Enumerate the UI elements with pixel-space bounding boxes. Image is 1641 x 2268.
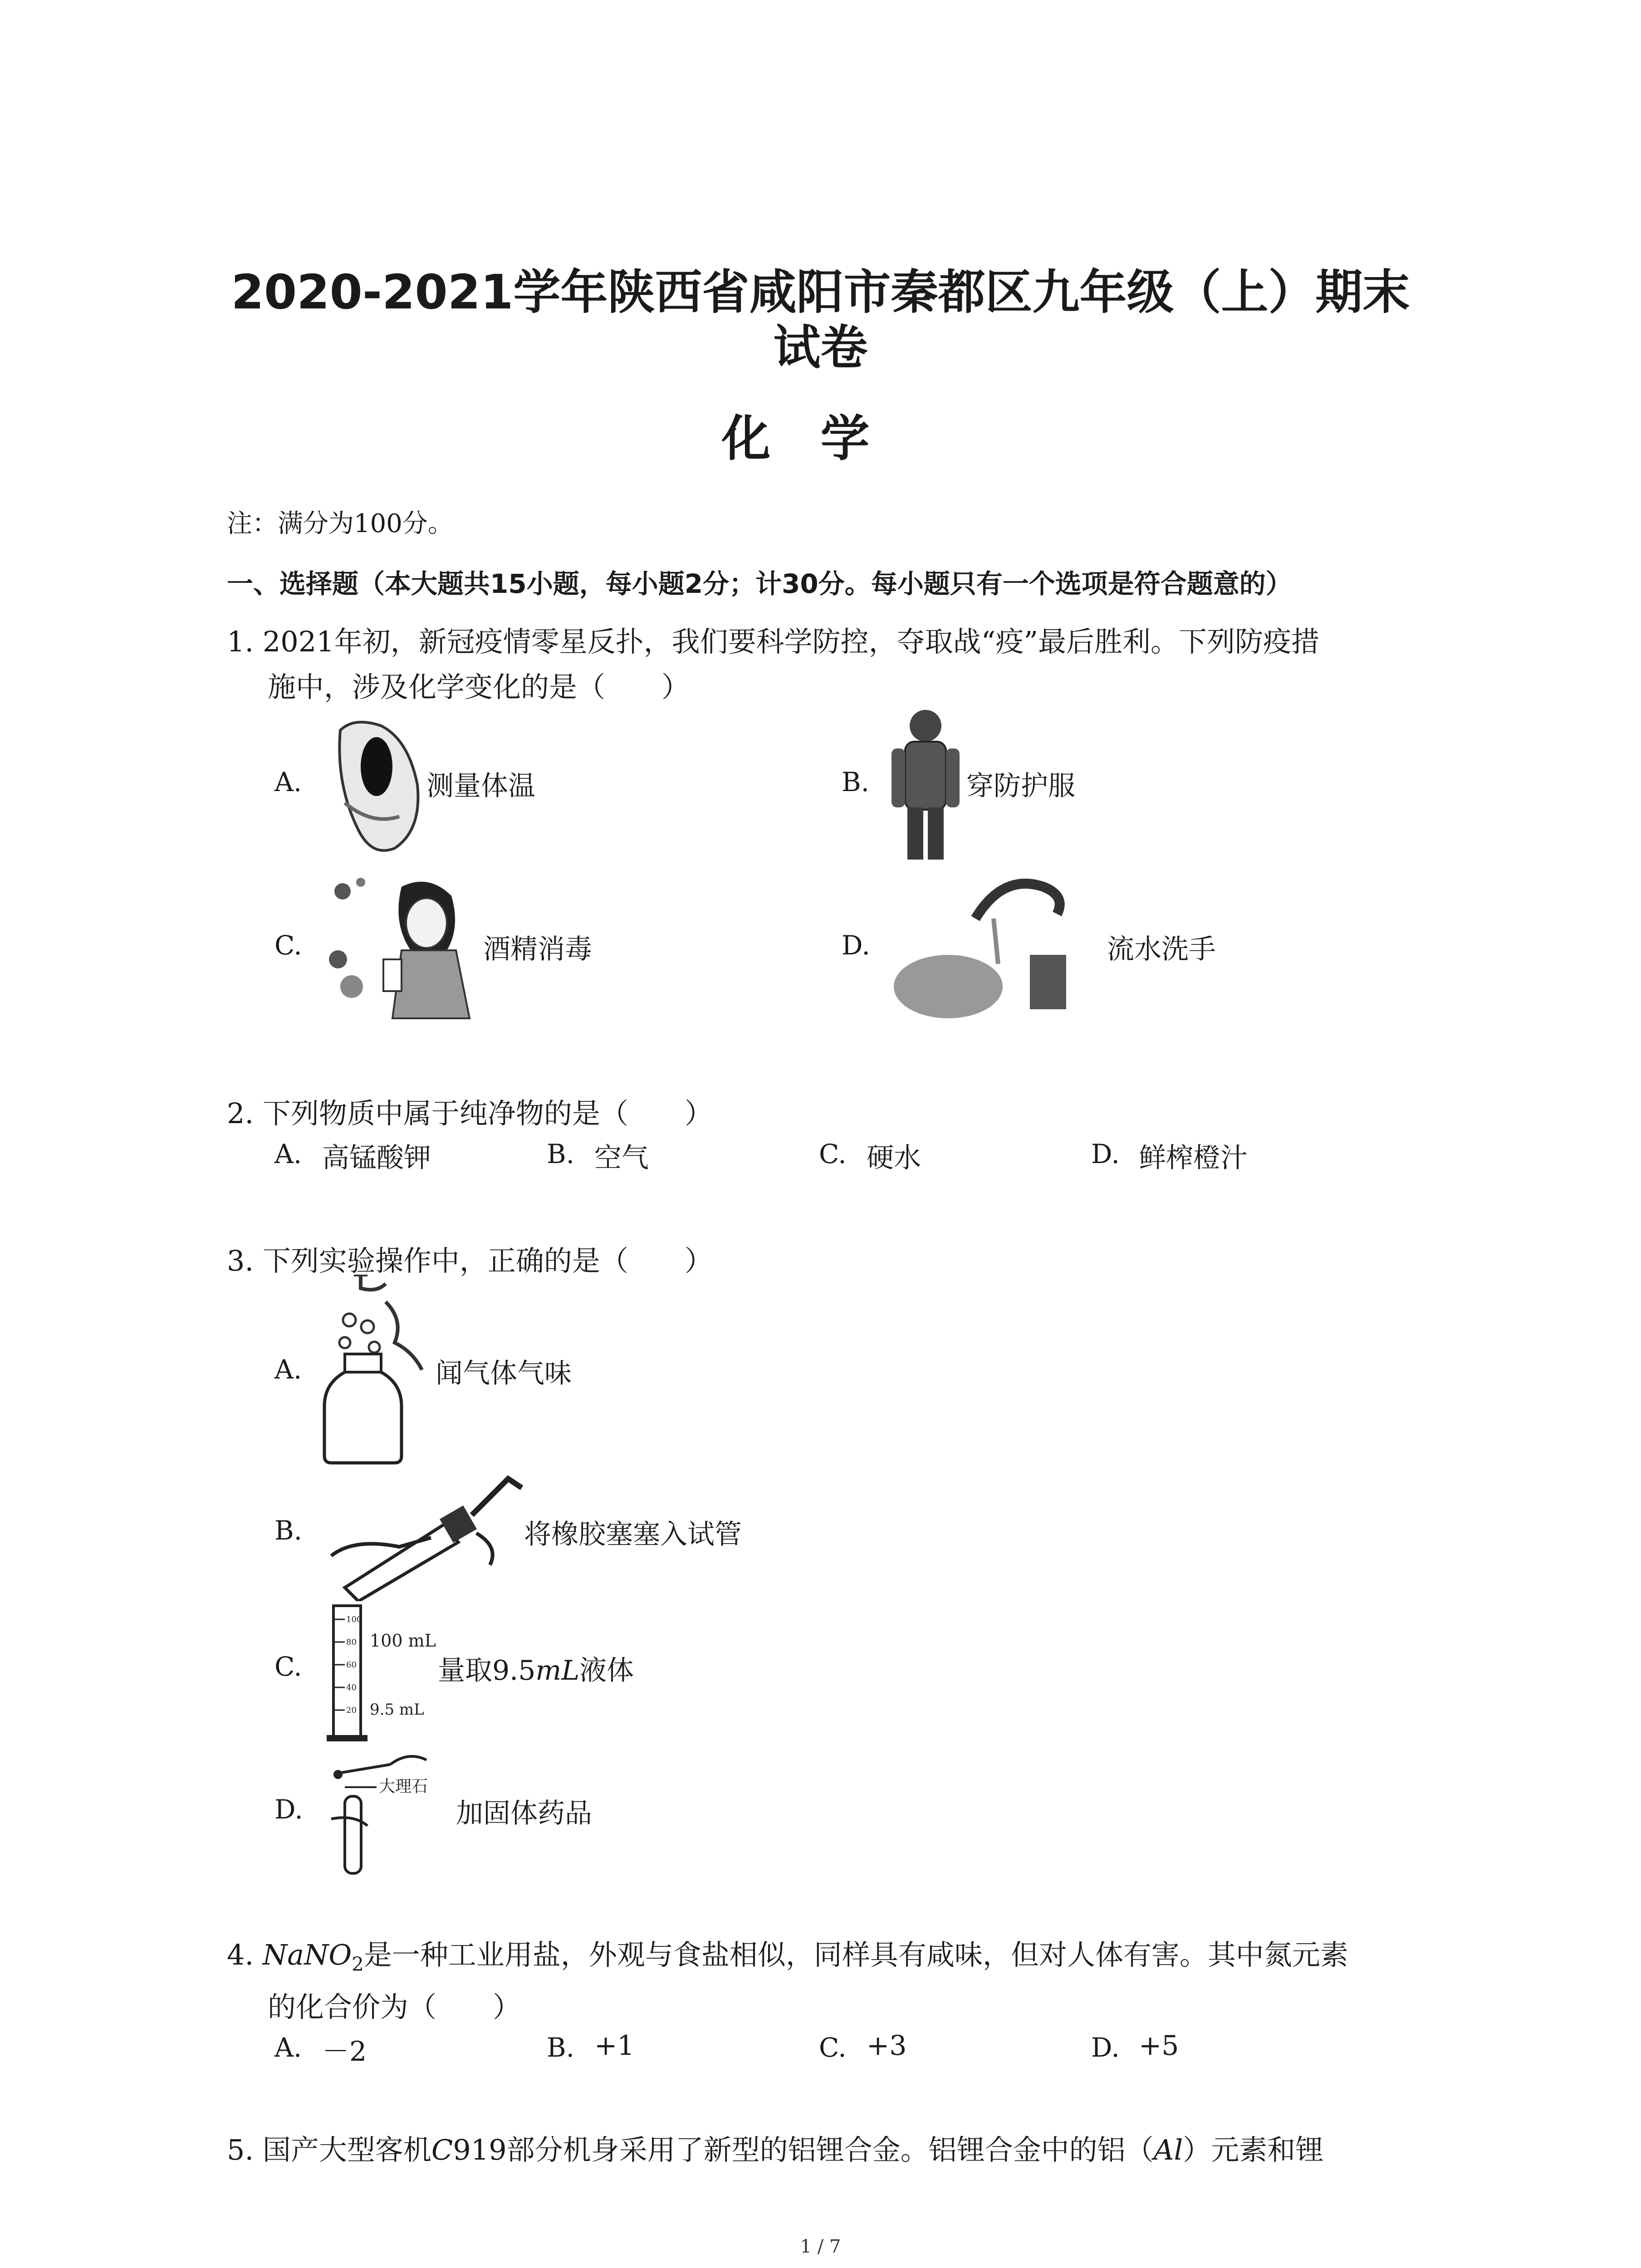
q2-stem: 2. 下列物质中属于纯净物的是（ ） — [227, 1097, 713, 1130]
q3-option-b-label: B. — [274, 1515, 303, 1546]
section-heading: 一、选择题（本大题共15小题，每小题2分；计30分。每小题只有一个选项是符合题意的） — [227, 568, 1292, 599]
q1-option-b-label: B. — [842, 767, 870, 797]
q4-option-c-text: +3 — [867, 2030, 907, 2062]
add-solid-image — [318, 1746, 463, 1878]
alcohol-disinfect-image — [324, 873, 479, 1023]
q1-option-a-text: 测量体温 — [426, 770, 535, 802]
q4-option-d-text: +5 — [1139, 2030, 1179, 2062]
q4-option-b-text: +1 — [594, 2030, 635, 2062]
q4-option-a-label: A. — [274, 2032, 302, 2063]
q1-option-b-text: 穿防护服 — [966, 770, 1075, 802]
cylinder-tick-20: 20 — [346, 1706, 357, 1715]
q2-option-b-label: B. — [547, 1139, 575, 1169]
faucet-image — [894, 864, 1107, 1027]
q5-stem-line1: 5. 国产大型客机C919部分机身采用了新型的铝锂合金。铝锂合金中的铝（Al）元素和锂 — [227, 2133, 1324, 2166]
q1-option-d-label: D. — [842, 930, 870, 961]
q2-option-a-text: 高锰酸钾 — [322, 1142, 431, 1174]
cylinder-capacity-label: 100 mL — [370, 1631, 436, 1651]
q4-option-d-label: D. — [1091, 2032, 1120, 2063]
q2-option-d-label: D. — [1091, 1139, 1120, 1169]
exam-title-line2: 试卷 — [773, 320, 868, 375]
q3-option-c-label: C. — [274, 1651, 302, 1682]
q3-stem: 3. 下列实验操作中，正确的是（ ） — [227, 1244, 713, 1277]
q3-option-a-text: 闻气体气味 — [436, 1358, 572, 1389]
q3-option-a-label: A. — [274, 1354, 302, 1385]
graduated-cylinder-image — [320, 1601, 438, 1746]
q3-option-d-label: D. — [274, 1794, 303, 1825]
marble-label: 大理石 — [379, 1777, 428, 1796]
subject-title: 化学 — [721, 411, 920, 467]
q4-option-c-label: C. — [819, 2032, 847, 2063]
stopper-insert-image — [327, 1470, 526, 1601]
q4-stem-line2: 的化合价为（ ） — [268, 1990, 521, 2024]
cylinder-tick-40: 40 — [346, 1683, 357, 1692]
q3-option-b-text: 将橡胶塞塞入试管 — [524, 1519, 742, 1550]
protective-suit-image — [889, 705, 962, 864]
smell-gas-image — [318, 1275, 436, 1465]
q3-option-d-text: 加固体药品 — [456, 1798, 592, 1829]
q1-option-c-label: C. — [274, 930, 302, 961]
q4-stem-line1: 4. NaNO$_2$是一种工业用盐，外观与食盐相似，同样具有咸味，但对人体有害。其中氮元素 — [227, 1938, 1348, 1975]
cylinder-tick-80: 80 — [346, 1637, 357, 1647]
page-number: 1 / 7 — [800, 2236, 841, 2257]
score-note: 注：满分为100分。 — [227, 509, 453, 538]
q2-option-a-label: A. — [274, 1139, 302, 1169]
q2-option-d-text: 鲜榨橙汁 — [1139, 1142, 1248, 1174]
thermometer-image — [327, 712, 426, 857]
q2-option-b-text: 空气 — [594, 1142, 649, 1174]
q2-option-c-label: C. — [819, 1139, 847, 1169]
q1-stem-line1: 1. 2021年初，新冠疫情零星反扑，我们要科学防控，夺取战“疫”最后胜利。下列防疫措 — [227, 625, 1320, 658]
cylinder-volume-label: 9.5 mL — [370, 1701, 424, 1719]
q1-option-a-label: A. — [274, 767, 302, 797]
q3-option-c-text: 量取9.5mL液体 — [438, 1655, 634, 1686]
q1-option-d-text: 流水洗手 — [1107, 934, 1216, 965]
q1-stem-line2: 施中，涉及化学变化的是（ ） — [268, 670, 690, 704]
cylinder-tick-60: 60 — [346, 1660, 357, 1670]
q4-option-a-text: －2 — [322, 2036, 367, 2068]
q1-option-c-text: 酒精消毒 — [483, 934, 592, 965]
cylinder-tick-100: 100 — [346, 1615, 362, 1624]
q4-option-b-label: B. — [547, 2032, 575, 2063]
q2-option-c-text: 硬水 — [867, 1142, 921, 1174]
exam-title-line1: 2020-2021学年陕西省咸阳市秦都区九年级（上）期末 — [231, 264, 1410, 320]
